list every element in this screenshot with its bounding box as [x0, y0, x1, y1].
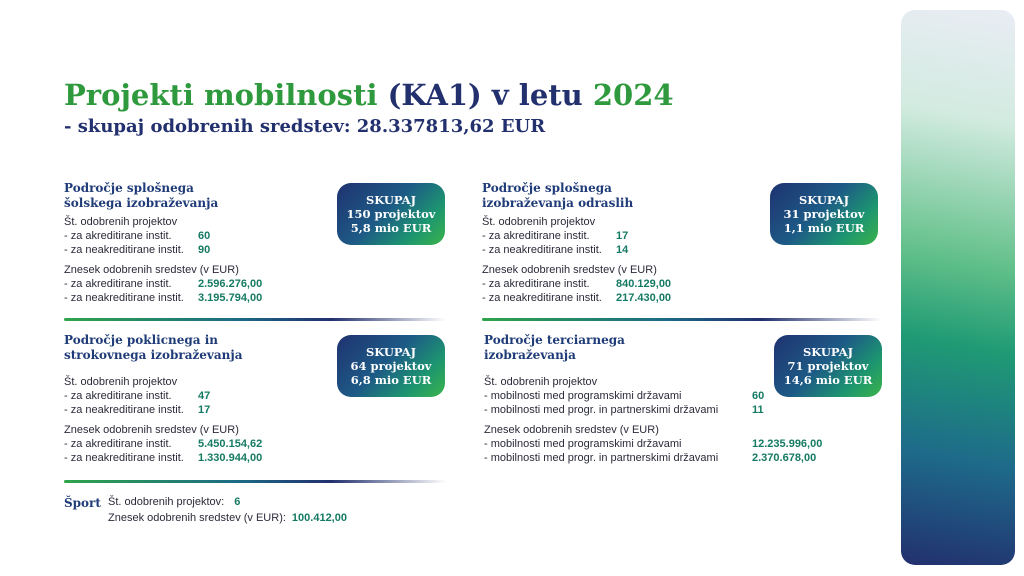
row-value: 60	[198, 230, 211, 242]
amount-row	[64, 277, 262, 291]
amount-row	[64, 291, 262, 305]
title-part1: Projekti mobilnosti	[64, 78, 378, 112]
count-row	[64, 229, 262, 243]
badge-projects: 150 projektov	[346, 207, 436, 221]
badge-title: SKUPAJ	[798, 193, 850, 207]
row-value: 3.195.794,00	[198, 292, 263, 304]
sport-count-row	[108, 495, 347, 509]
total-badge-vocational	[337, 335, 445, 397]
badge-projects: 31 projektov	[783, 207, 865, 221]
count-label: Št. odobrenih projektov	[64, 216, 178, 228]
amount-row	[484, 437, 822, 451]
badge-projects: 64 projektov	[350, 359, 432, 373]
page-subtitle: - skupaj odobrenih sredstev: 28.337813,62 EUR	[64, 116, 546, 137]
row-value: 60	[752, 390, 765, 402]
row-value: 17	[616, 230, 629, 242]
title-year: 2024	[592, 78, 674, 112]
row-value: 5.450.154,62	[198, 438, 263, 450]
badge-title: SKUPAJ	[802, 345, 854, 359]
total-badge-tertiary	[774, 335, 882, 397]
sport-count-label: Št. odobrenih projektov:	[108, 496, 225, 508]
row-value: 2.370.678,00	[752, 452, 817, 464]
sport-amount-value: 100.412,00	[291, 512, 347, 524]
count-row	[482, 229, 671, 243]
sport-details	[108, 495, 347, 525]
row-value: 1.330.944,00	[198, 452, 263, 464]
divider-left	[64, 318, 446, 321]
amount-label: Znesek odobrenih sredstev (v EUR)	[482, 264, 657, 276]
amount-label: Znesek odobrenih sredstev (v EUR)	[484, 424, 659, 436]
row-value: 840.129,00	[616, 278, 672, 290]
row-label: - za akreditirane instit.	[64, 390, 172, 402]
amount-row	[482, 277, 671, 291]
count-row	[484, 389, 822, 403]
count-row	[64, 403, 262, 417]
title-part3: v letu	[491, 78, 583, 112]
section-heading-line2: izobraževanja odraslih	[482, 196, 634, 210]
row-label: - mobilnosti med programskimi državami	[484, 438, 682, 450]
section-tertiary	[484, 333, 822, 465]
count-label: Št. odobrenih projektov	[64, 376, 178, 388]
page-title	[64, 78, 674, 112]
badge-amount: 1,1 mio EUR	[783, 221, 865, 235]
amount-row	[64, 437, 262, 451]
row-value: 47	[198, 390, 211, 402]
divider-right	[482, 318, 882, 321]
row-label: - za neakreditirane instit.	[482, 292, 602, 304]
row-value: 90	[198, 244, 211, 256]
row-label: - za akreditirane instit.	[64, 438, 172, 450]
row-value: 17	[198, 404, 211, 416]
row-label: - mobilnosti med programskimi državami	[484, 390, 682, 402]
total-badge-general	[337, 183, 445, 245]
divider-bottom	[64, 480, 446, 483]
total-badge-adult	[770, 183, 878, 245]
amount-row	[482, 291, 671, 305]
badge-projects: 71 projektov	[787, 359, 869, 373]
count-row	[484, 403, 822, 417]
section-heading-line1: Področje terciarnega	[484, 333, 625, 347]
amount-label: Znesek odobrenih sredstev (v EUR)	[64, 264, 239, 276]
section-heading-line2: strokovnega izobraževanja	[64, 348, 243, 362]
count-row	[482, 243, 671, 257]
row-label: - za neakreditirane instit.	[482, 244, 602, 256]
row-label: - mobilnosti med progr. in partnerskimi državami	[484, 452, 719, 464]
badge-amount: 6,8 mio EUR	[350, 373, 432, 387]
section-heading-line1: Področje splošnega	[482, 181, 612, 195]
amount-row	[484, 451, 822, 465]
count-row	[64, 243, 262, 257]
row-value: 11	[752, 404, 764, 416]
section-heading-line2: šolskega izobraževanja	[64, 196, 219, 210]
section-general-school	[64, 181, 262, 305]
row-label: - za akreditirane instit.	[64, 230, 172, 242]
row-label: - za neakreditirane instit.	[64, 452, 184, 464]
row-label: - za akreditirane instit.	[482, 230, 590, 242]
badge-title: SKUPAJ	[365, 193, 417, 207]
decorative-gradient-panel	[901, 10, 1015, 565]
section-heading-line2: izobraževanja	[484, 348, 576, 362]
title-part2: (KA1)	[387, 78, 482, 112]
section-heading-line1: Področje splošnega	[64, 181, 194, 195]
badge-amount: 5,8 mio EUR	[350, 221, 432, 235]
row-value: 14	[616, 244, 629, 256]
sport-heading: Šport	[64, 496, 101, 510]
section-vocational	[64, 333, 262, 465]
count-label: Št. odobrenih projektov	[484, 376, 598, 388]
row-label: - mobilnosti med progr. in partnerskimi državami	[484, 404, 719, 416]
badge-amount: 14,6 mio EUR	[783, 373, 873, 387]
section-heading-line1: Področje poklicnega in	[64, 333, 219, 347]
row-value: 2.596.276,00	[198, 278, 263, 290]
count-row	[64, 389, 262, 403]
section-adult-education	[482, 181, 671, 305]
sport-amount-label: Znesek odobrenih sredstev (v EUR):	[108, 512, 286, 524]
row-value: 217.430,00	[616, 292, 672, 304]
badge-title: SKUPAJ	[365, 345, 417, 359]
row-label: - za neakreditirane instit.	[64, 244, 184, 256]
sport-count-value: 6	[234, 496, 241, 508]
row-label: - za akreditirane instit.	[64, 278, 172, 290]
amount-row	[64, 451, 262, 465]
count-label: Št. odobrenih projektov	[482, 216, 596, 228]
amount-label: Znesek odobrenih sredstev (v EUR)	[64, 424, 239, 436]
row-value: 12.235.996,00	[752, 438, 823, 450]
row-label: - za akreditirane instit.	[482, 278, 590, 290]
sport-amount-row	[108, 511, 347, 525]
row-label: - za neakreditirane instit.	[64, 292, 184, 304]
row-label: - za neakreditirane instit.	[64, 404, 184, 416]
